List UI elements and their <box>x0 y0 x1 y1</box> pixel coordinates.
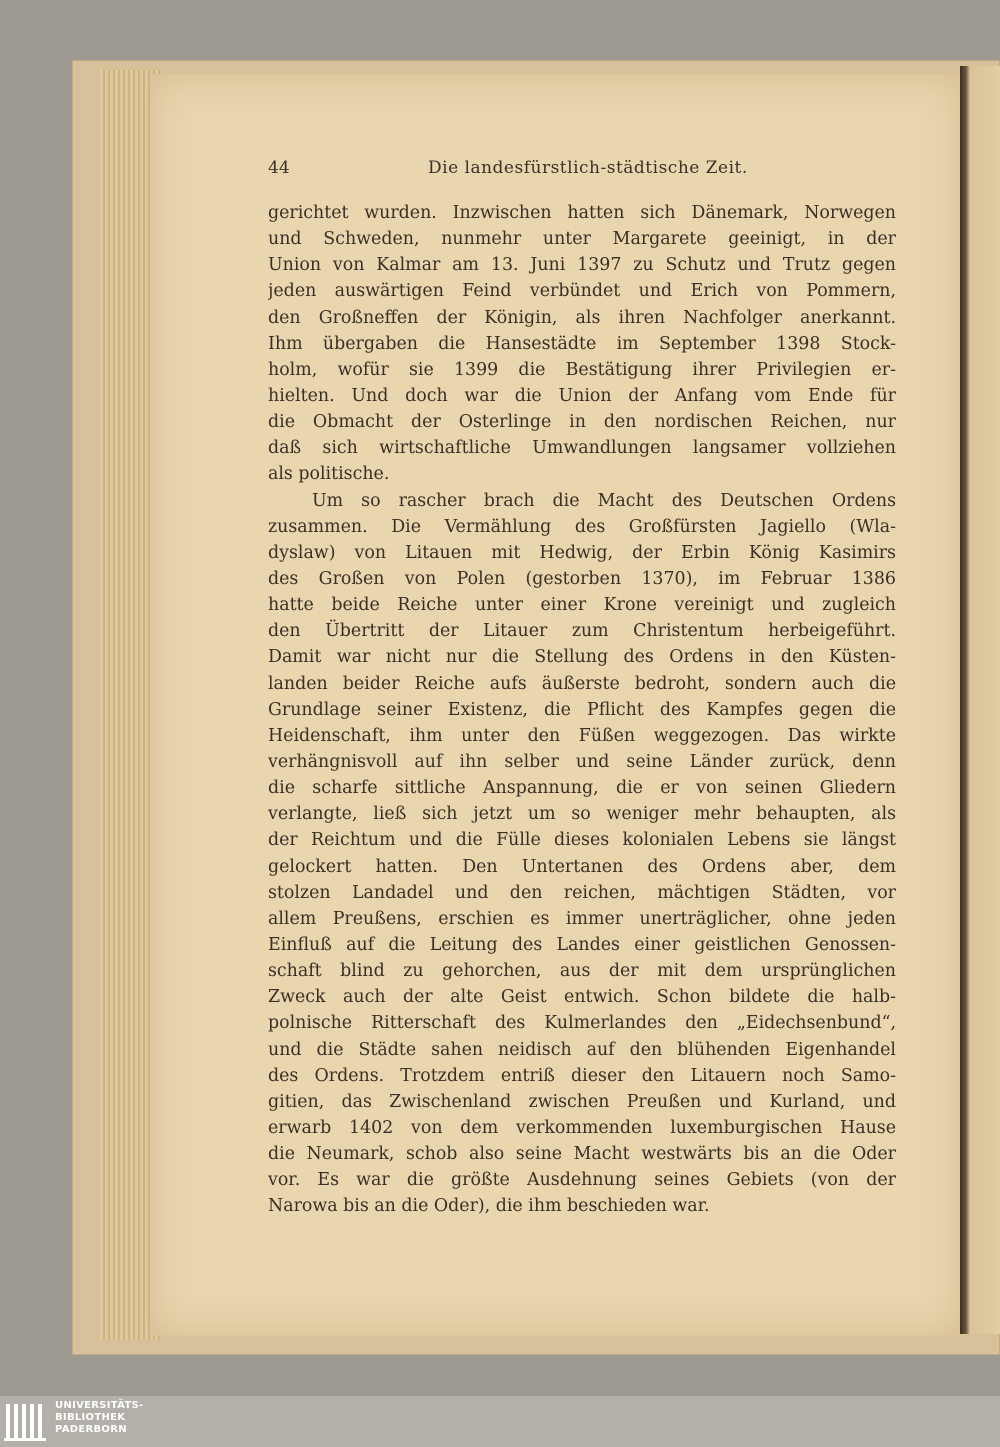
text-line: gitien, das Zwischenland zwischen Preußen und Kurland, und <box>268 1091 896 1112</box>
text-line: und die Städte sahen neidisch auf den blühenden Eigenhandel <box>268 1039 896 1060</box>
library-name-line: PADERBORN <box>55 1424 127 1435</box>
library-logo-icon <box>4 1400 50 1444</box>
library-name-line: UNIVERSITÄTS- <box>55 1400 144 1411</box>
text-line: als politische. <box>268 464 390 485</box>
text-line: Heidenschaft, ihm unter den Füßen weggezogen. Das wirkte <box>268 725 896 746</box>
text-line: die Obmacht der Osterlinge in den nordischen Reichen, nur <box>268 412 896 433</box>
running-title: Die landesfürstlich-städtische Zeit. <box>428 158 748 178</box>
text-line: hielten. Und doch war die Union der Anfang vom Ende für <box>268 385 896 406</box>
text-line: Zweck auch der alte Geist entwich. Schon bildete die halb- <box>268 987 896 1008</box>
text-line: jeden auswärtigen Feind verbündet und Erich von Pommern, <box>268 281 896 302</box>
text-line: erwarb 1402 von dem verkommenden luxemburgischen Hause <box>268 1117 896 1138</box>
text-line: Grundlage seiner Existenz, die Pflicht des Kampfes gegen die <box>268 699 896 720</box>
page-number: 44 <box>268 158 290 178</box>
page-header <box>268 154 896 188</box>
text-line: den Übertritt der Litauer zum Christentum herbeigeführt. <box>268 621 896 642</box>
book-gutter <box>960 66 1000 1334</box>
text-line: polnische Ritterschaft des Kulmerlandes den „Eidechsenbund“, <box>268 1013 896 1034</box>
text-line: hatte beide Reiche unter einer Krone vereinigt und zugleich <box>268 595 896 616</box>
text-line: gerichtet wurden. Inzwischen hatten sich Dänemark, Norwegen <box>268 203 896 223</box>
paragraph-start-line: Um so rascher brach die Macht des Deutschen Ordens <box>312 490 896 511</box>
text-line: der Reichtum und die Fülle dieses kolonialen Lebens sie längst <box>268 830 896 851</box>
text-line: des Großen von Polen (gestorben 1370), im Februar 1386 <box>268 568 896 589</box>
text-line: zusammen. Die Vermählung des Großfürsten Jagiello (Wla- <box>268 516 896 537</box>
text-line: Damit war nicht nur die Stellung des Ordens in den Küsten- <box>268 647 896 668</box>
text-line: verlangte, ließ sich jetzt um so weniger mehr behaupten, als <box>268 804 896 825</box>
text-line: verhängnisvoll auf ihn selber und seine Länder zurück, denn <box>268 751 896 772</box>
library-footer-bar <box>0 1396 1000 1447</box>
text-line: die scharfe sittliche Anspannung, die er von seinen Gliedern <box>268 778 896 799</box>
text-line: daß sich wirtschaftliche Umwandlungen langsamer vollziehen <box>268 438 896 459</box>
text-line: Union von Kalmar am 13. Juni 1397 zu Schutz und Trutz gegen <box>268 255 896 276</box>
text-line: des Ordens. Trotzdem entriß dieser den Litauern noch Samo- <box>268 1065 896 1086</box>
text-line: den Großneffen der Königin, als ihren Nachfolger anerkannt. <box>268 307 896 328</box>
text-line: Einfluß auf die Leitung des Landes einer geistlichen Genossen- <box>268 934 896 955</box>
text-line: allem Preußens, erschien es immer unerträglicher, ohne jeden <box>268 908 896 929</box>
library-name <box>55 1400 144 1436</box>
text-line: holm, wofür sie 1399 die Bestätigung ihrer Privilegien er- <box>268 359 896 380</box>
text-line: Narowa bis an die Oder), die ihm beschieden war. <box>268 1196 710 1217</box>
text-line: stolzen Landadel und den reichen, mächtigen Städten, vor <box>268 882 896 903</box>
text-line: vor. Es war die größte Ausdehnung seines Gebiets (von der <box>268 1170 896 1191</box>
text-line: und Schweden, nunmehr unter Margarete geeinigt, in der <box>268 229 896 250</box>
text-line: dyslaw) von Litauen mit Hedwig, der Erbin König Kasimirs <box>268 542 896 563</box>
text-line: landen beider Reiche aufs äußerste bedroht, sondern auch die <box>268 673 896 694</box>
text-line: gelockert hatten. Den Untertanen des Ordens aber, dem <box>268 856 896 877</box>
library-name-line: BIBLIOTHEK <box>55 1412 126 1423</box>
body-text <box>268 200 896 1219</box>
text-line: schaft blind zu gehorchen, aus der mit dem ursprünglichen <box>268 961 896 982</box>
text-line: Ihm übergaben die Hansestädte im September 1398 Stock- <box>268 333 896 354</box>
text-line: die Neumark, schob also seine Macht westwärts bis an die Oder <box>268 1144 896 1165</box>
